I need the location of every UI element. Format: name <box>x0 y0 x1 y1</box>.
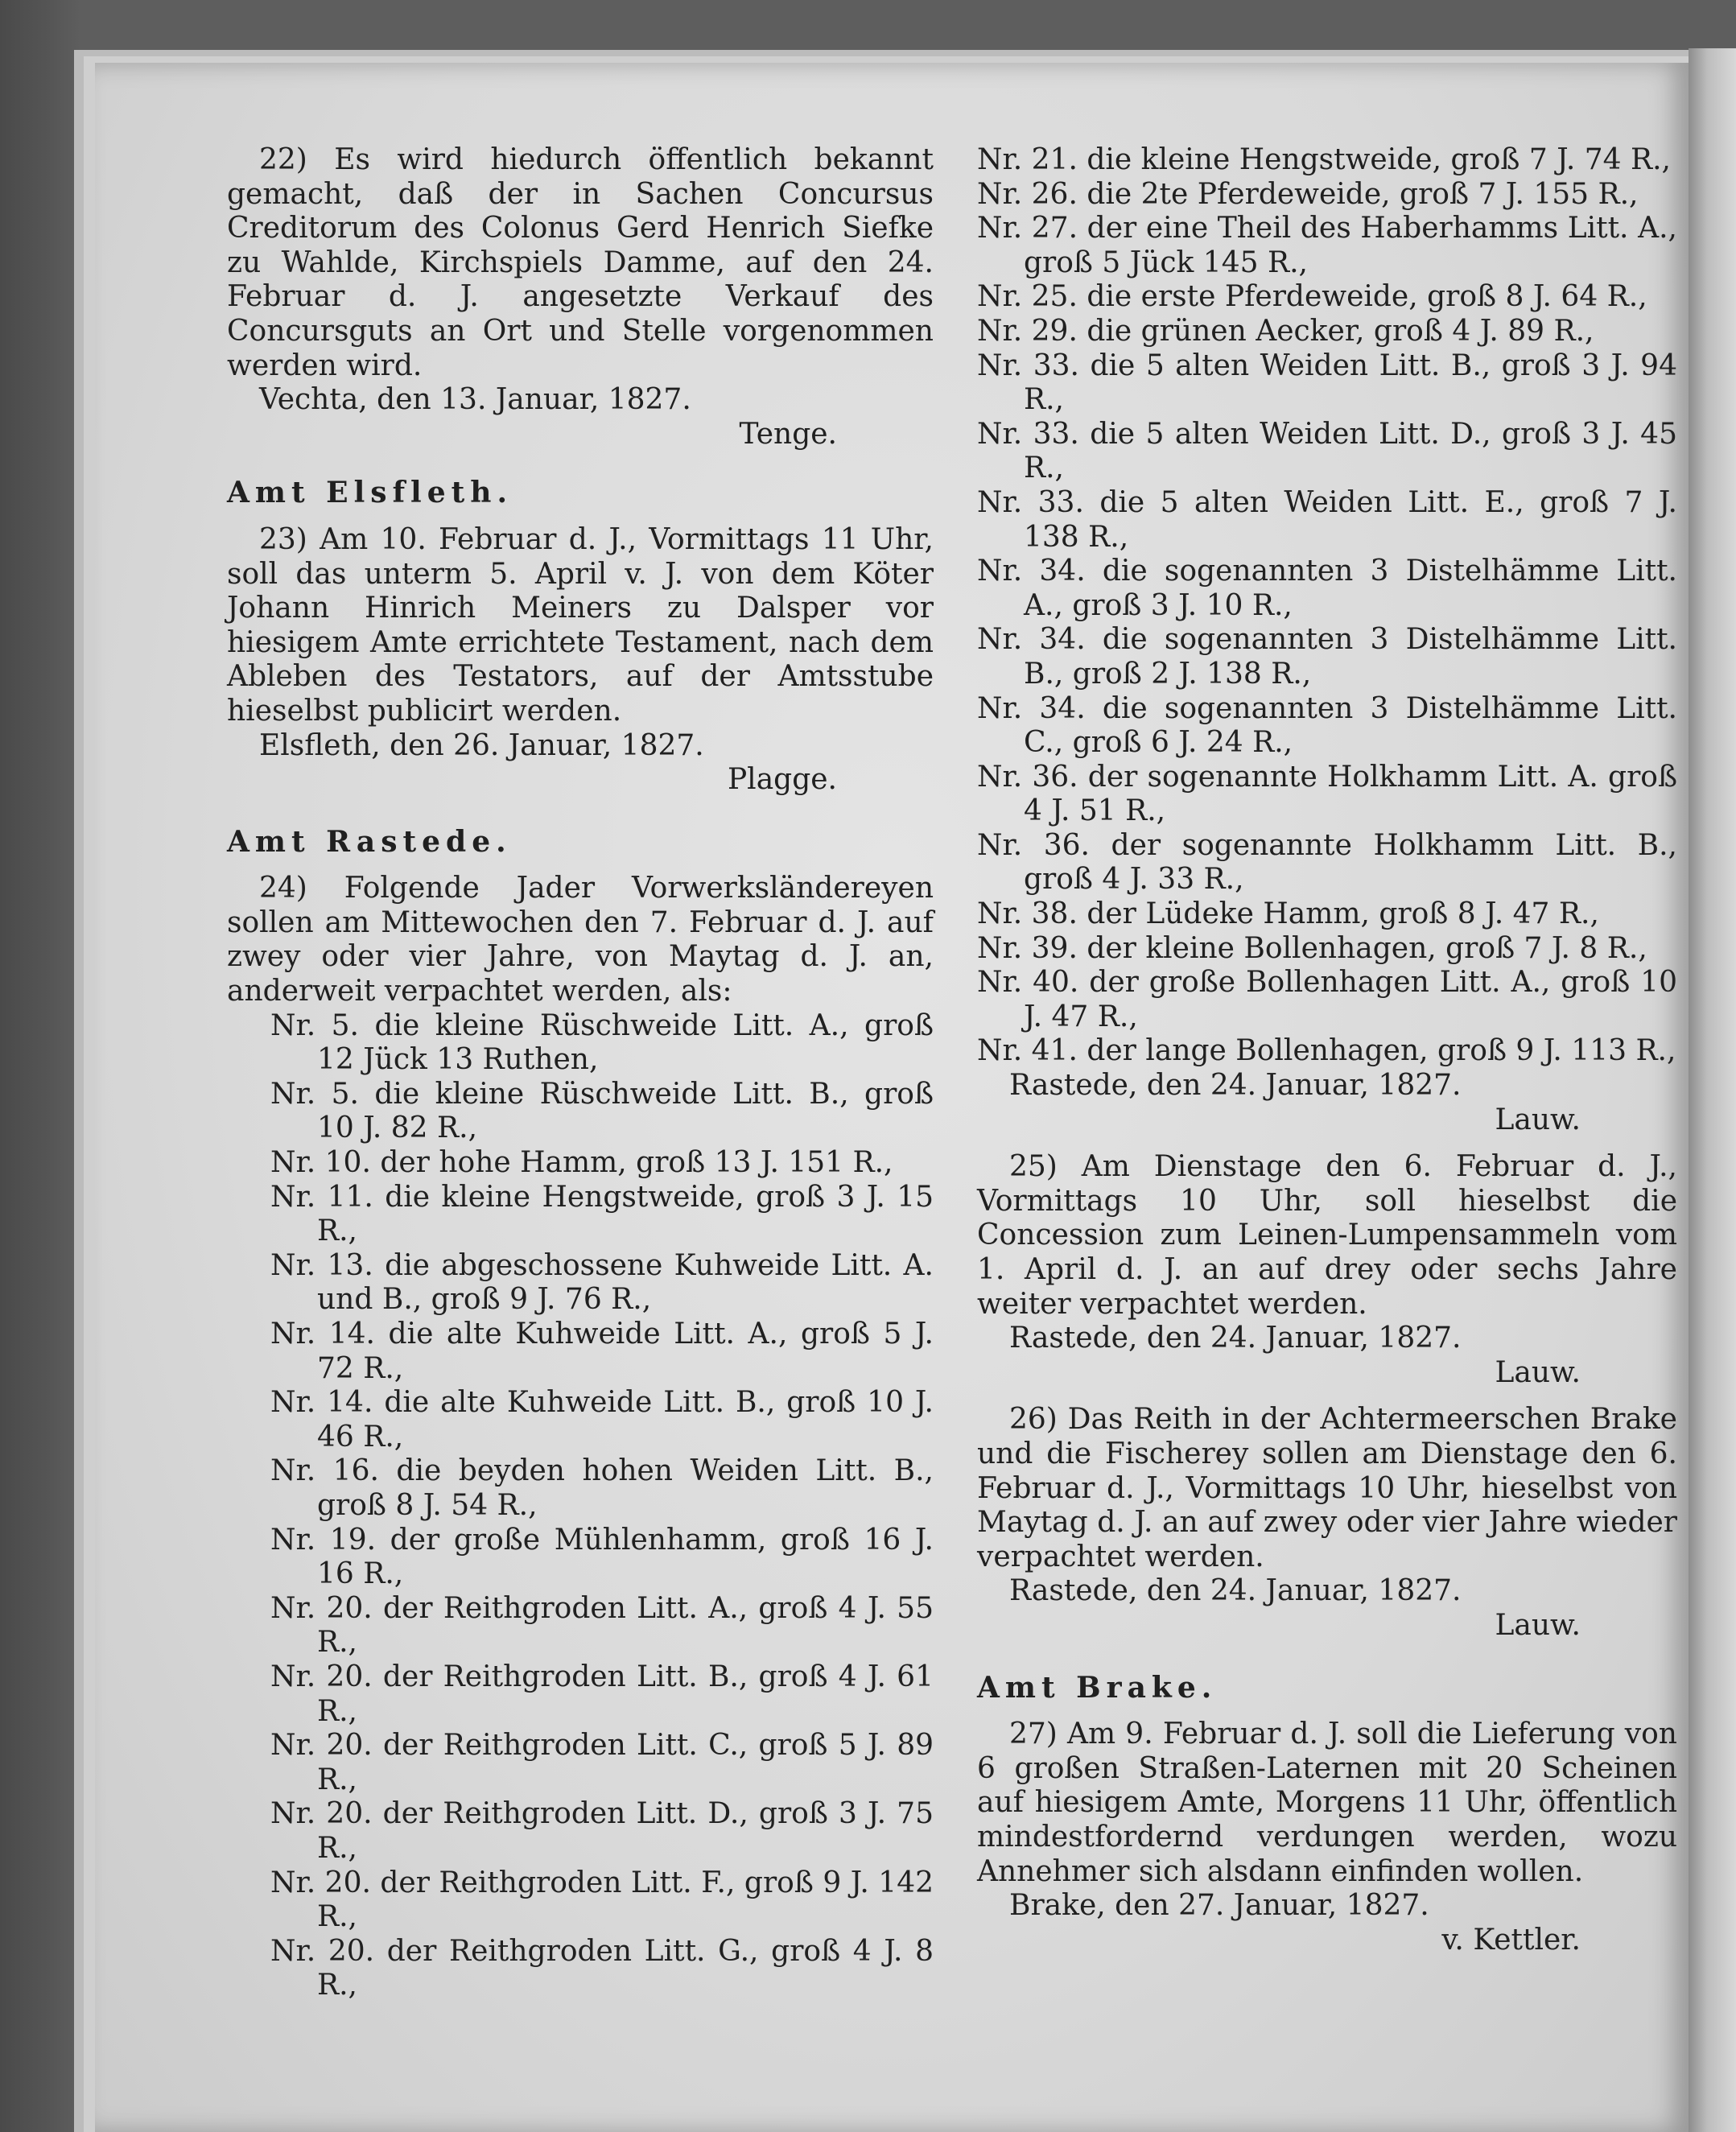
list-item: Nr. 20. der Reithgroden Litt. G., groß 4 J. 8 R., <box>270 1934 934 2002</box>
notice-26-text: 26) Das Reith in der Achtermeerschen Brake und die Fischerey sollen am Dienstage den 6. Februar d. J., Vormittags 10 Uhr, hieselbst von Maytag d. J. an auf zwey oder vier Jahre wieder verpachtet werden. <box>977 1403 1677 1573</box>
list-item: Nr. 33. die 5 alten Weiden Litt. E., groß 7 J. 138 R., <box>977 485 1677 554</box>
list-item: Nr. 33. die 5 alten Weiden Litt. D., groß 3 J. 45 R., <box>977 417 1677 485</box>
list-item: Nr. 34. die sogenannten 3 Distelhämme Litt. B., groß 2 J. 138 R., <box>977 623 1677 691</box>
notice-23-place-date: Elsfleth, den 26. Januar, 1827. <box>259 728 704 762</box>
heading-amt-rastede: Amt Rastede. <box>227 824 512 859</box>
list-item: Nr. 16. die beyden hohen Weiden Litt. B., groß 8 J. 54 R., <box>270 1454 934 1522</box>
notice-26-place-date: Rastede, den 24. Januar, 1827. <box>1009 1574 1462 1608</box>
notice-24-signature: Lauw. <box>1495 1103 1581 1136</box>
notice-25-text: 25) Am Dienstage den 6. Februar d. J., Vormittags 10 Uhr, soll hieselbst die Concession zum Leinen-Lumpensammeln vom 1. April d. J. an auf drey oder sechs Jahre weiter verpachtet werden. <box>977 1150 1677 1321</box>
list-item: Nr. 25. die erste Pferdeweide, groß 8 J. 64 R., <box>977 280 1647 314</box>
list-item: Nr. 20. der Reithgroden Litt. A., groß 4 J. 55 R., <box>270 1591 934 1660</box>
notice-23-text: 23) Am 10. Februar d. J., Vormittags 11 Uhr, soll das unterm 5. April v. J. von dem Köter Johann Hinrich Meiners zu Dalsper vor hiesigem Amte errichtete Testament, nach dem Ableben des Testators, auf der Amtsstube hieselbst publicirt werden. <box>227 522 934 728</box>
notice-22-signature: Tenge. <box>739 417 837 451</box>
parcel-list-left <box>227 1009 934 2003</box>
notice-25-place-date: Rastede, den 24. Januar, 1827. <box>1009 1322 1462 1355</box>
list-item: Nr. 20. der Reithgroden Litt. B., groß 4 J. 61 R., <box>270 1660 934 1728</box>
notice-27-place-date: Brake, den 27. Januar, 1827. <box>1009 1889 1429 1923</box>
heading-amt-elsfleth: Amt Elsfleth. <box>227 476 513 510</box>
list-item: Nr. 39. der kleine Bollenhagen, groß 7 J. 8 R., <box>977 931 1647 965</box>
list-item: Nr. 34. die sogenannten 3 Distelhämme Litt. A., groß 3 J. 10 R., <box>977 555 1677 622</box>
notice-24-intro: 24) Folgende Jader Vorwerksländereyen sollen am Mittewochen den 7. Februar d. J. auf zwey oder vier Jahre, von Maytag d. J. an, anderweit verpachtet werden, als: <box>227 872 934 1008</box>
notice-22-text: 22) Es wird hiedurch öffentlich bekannt gemacht, daß der in Sachen Concursus Creditorum des Colonus Gerd Henrich Siefke zu Wahlde, Kirchspiels Damme, auf den 24. Februar d. J. angesetzte Verkauf des Concursguts an Ort und Stelle vorgenommen werden wird. <box>227 143 934 382</box>
list-item: Nr. 36. der sogenannte Holkhamm Litt. B., groß 4 J. 33 R., <box>977 828 1677 897</box>
binding-edge <box>1689 48 1736 2132</box>
list-item: Nr. 27. der eine Theil des Haberhamms Litt. A., groß 5 Jück 145 R., <box>977 212 1677 279</box>
list-item: Nr. 10. der hohe Hamm, groß 13 J. 151 R., <box>270 1146 893 1180</box>
list-item: Nr. 29. die grünen Aecker, groß 4 J. 89 R., <box>977 314 1594 348</box>
list-item: Nr. 14. die alte Kuhweide Litt. A., groß 5 J. 72 R., <box>270 1318 934 1385</box>
list-item: Nr. 26. die 2te Pferdeweide, groß 7 J. 155 R., <box>977 177 1639 211</box>
list-item: Nr. 33. die 5 alten Weiden Litt. B., groß 3 J. 94 R., <box>977 348 1677 417</box>
notice-23-signature: Plagge. <box>727 763 837 797</box>
notice-22-place-date: Vechta, den 13. Januar, 1827. <box>259 383 691 417</box>
list-item: Nr. 13. die abgeschossene Kuhweide Litt. A. und B., groß 9 J. 76 R., <box>270 1248 934 1317</box>
left-column <box>227 143 934 2003</box>
list-item: Nr. 36. der sogenannte Holkhamm Litt. A. groß 4 J. 51 R., <box>977 760 1677 828</box>
list-item: Nr. 34. die sogenannten 3 Distelhämme Litt. C., groß 6 J. 24 R., <box>977 691 1677 760</box>
list-item: Nr. 14. die alte Kuhweide Litt. B., groß 10 J. 46 R., <box>270 1386 934 1454</box>
notice-27-text: 27) Am 9. Februar d. J. soll die Lieferung von 6 großen Straßen-Laternen mit 20 Scheinen auf hiesigem Amte, Morgens 11 Uhr, öffentlich mindestfordernd verdungen werden, wozu Annehmer sich alsdann einfinden wollen. <box>977 1718 1677 1888</box>
list-item: Nr. 11. die kleine Hengstweide, groß 3 J. 15 R., <box>270 1180 934 1248</box>
list-item: Nr. 21. die kleine Hengstweide, groß 7 J. 74 R., <box>977 143 1671 176</box>
list-item: Nr. 20. der Reithgroden Litt. C., groß 5 J. 89 R., <box>270 1729 934 1796</box>
list-item: Nr. 41. der lange Bollenhagen, groß 9 J. 113 R., <box>977 1034 1676 1068</box>
list-item: Nr. 19. der große Mühlenhamm, groß 16 J. 16 R., <box>270 1523 934 1591</box>
notice-24-place-date: Rastede, den 24. Januar, 1827. <box>1009 1069 1462 1103</box>
notice-26-signature: Lauw. <box>1495 1608 1581 1642</box>
list-item: Nr. 5. die kleine Rüschweide Litt. B., groß 10 J. 82 R., <box>270 1077 934 1145</box>
list-item: Nr. 20. der Reithgroden Litt. F., groß 9 J. 142 R., <box>270 1866 934 1934</box>
heading-amt-brake: Amt Brake. <box>977 1670 1218 1705</box>
parcel-list-right <box>977 143 1677 1069</box>
notice-27-signature: v. Kettler. <box>1441 1923 1581 1957</box>
list-item: Nr. 20. der Reithgroden Litt. D., groß 3 J. 75 R., <box>270 1797 934 1865</box>
list-item: Nr. 38. der Lüdeke Hamm, groß 8 J. 47 R., <box>977 897 1599 931</box>
right-column <box>977 143 1677 1981</box>
list-item: Nr. 5. die kleine Rüschweide Litt. A., groß 12 Jück 13 Ruthen, <box>270 1008 934 1077</box>
notice-25-signature: Lauw. <box>1495 1355 1581 1389</box>
list-item: Nr. 40. der große Bollenhagen Litt. A., groß 10 J. 47 R., <box>977 966 1677 1033</box>
